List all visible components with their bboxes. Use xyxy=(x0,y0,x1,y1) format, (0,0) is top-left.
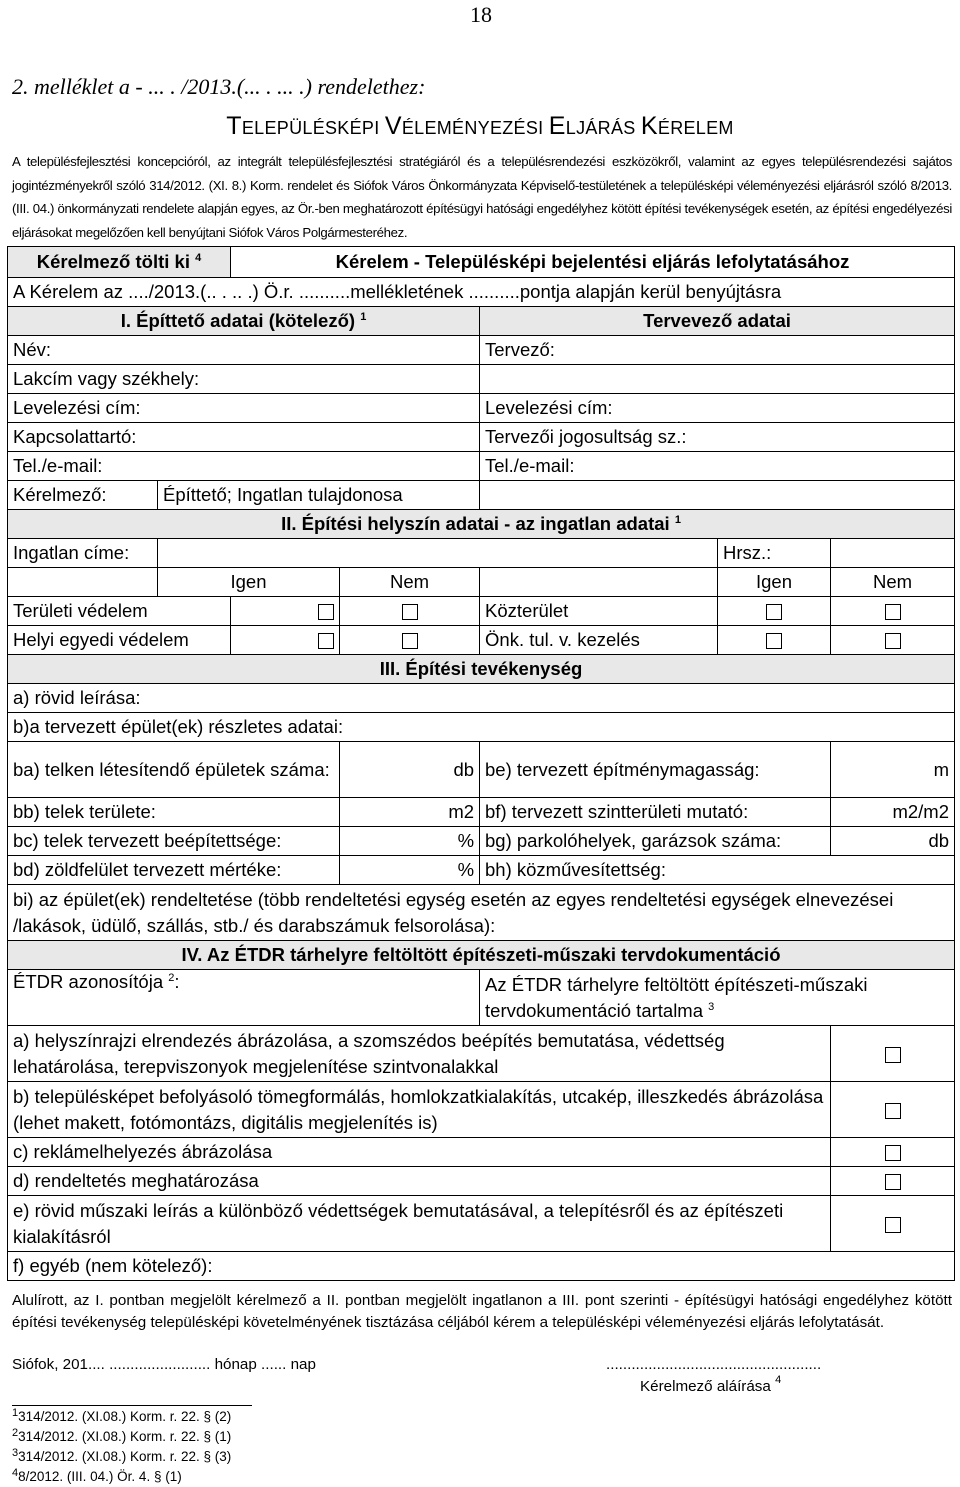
annex-heading: 2. melléklet a - ... . /2013.(... . ... .) rendelethez: xyxy=(12,74,426,99)
local-protection-yes-checkbox[interactable] xyxy=(318,633,334,649)
parking-unit[interactable]: db xyxy=(831,827,955,856)
public-area-no-cell xyxy=(831,597,955,626)
building-details-heading: b)a tervezett épület(ek) részletes adatai: xyxy=(8,713,955,742)
footnote-divider xyxy=(12,1405,252,1406)
yes-no-blank xyxy=(8,568,158,597)
building-count-label: ba) telken létesítendő épületek száma: xyxy=(8,742,340,798)
public-area-label: Közterület xyxy=(480,597,718,626)
area-protection-yes-checkbox[interactable] xyxy=(318,604,334,620)
doc-item-b-label: b) településképet befolyásoló tömegformálás, homlokzatkialakítás, utcakép, illeszkedés ábrázolása (lehet makett, fotómontázs, digitális megjelenítés is) xyxy=(8,1082,831,1138)
doc-item-e-checkbox[interactable] xyxy=(885,1217,901,1233)
builder-section-title: I. Építtető adatai (kötelező) $^1$ xyxy=(8,307,480,336)
short-description-field[interactable]: a) rövid leírása: xyxy=(8,684,955,713)
hrsz-input[interactable] xyxy=(831,539,955,568)
local-protection-yes-cell xyxy=(231,626,340,655)
local-protection-no-cell xyxy=(340,626,480,655)
doc-item-d-label: d) rendeltetés meghatározása xyxy=(8,1167,831,1196)
designer-blank-cell xyxy=(480,481,955,510)
request-form xyxy=(7,246,955,1281)
page-number: 18 xyxy=(470,2,492,27)
doc-item-b-cell xyxy=(831,1082,955,1138)
doc-item-f-field[interactable]: f) egyéb (nem kötelező): xyxy=(8,1252,955,1281)
signature-line[interactable]: ................................................... xyxy=(606,1356,822,1373)
designer-empty-field[interactable] xyxy=(480,365,955,394)
designer-field[interactable]: Tervező: xyxy=(480,336,955,365)
municipal-label: Önk. tul. v. kezelés xyxy=(480,626,718,655)
document-title: TELEPÜLÉSKÉPI VÉLEMÉNYEZÉSI ELJÁRÁS KÉRELEM xyxy=(226,112,734,140)
area-protection-yes-cell xyxy=(231,597,340,626)
applicant-value[interactable]: Építtető; Ingatlan tulajdonosa xyxy=(158,481,480,510)
green-area-label: bd) zöldfelület tervezett mértéke: xyxy=(8,856,340,885)
area-protection-no-checkbox[interactable] xyxy=(402,604,418,620)
building-height-unit[interactable]: m xyxy=(831,742,955,798)
yes-header-2: Igen xyxy=(718,568,831,597)
etdr-content-heading: Az ÉTDR tárhelyre feltöltött építészeti-műszaki tervdokumentáció tartalma $^3$ xyxy=(480,970,955,1026)
etdr-id-field[interactable]: ÉTDR azonosítója $^2$: xyxy=(8,970,480,1026)
no-header-2: Nem xyxy=(831,568,955,597)
doc-item-c-cell xyxy=(831,1138,955,1167)
footnote-2: $^2$314/2012. (XI.08.) Korm. r. 22. § (1) xyxy=(12,1427,232,1444)
doc-item-c-label: c) reklámelhelyezés ábrázolása xyxy=(8,1138,831,1167)
doc-item-e-label: e) rövid műszaki leírás a különböző védettségek bemutatásával, a telepítésről és az építészeti kialakításról xyxy=(8,1196,831,1252)
designer-tel-field[interactable]: Tel./e-mail: xyxy=(480,452,955,481)
public-area-yes-checkbox[interactable] xyxy=(766,604,782,620)
footnote-1: $^1$314/2012. (XI.08.) Korm. r. 22. § (2) xyxy=(12,1407,232,1424)
doc-item-a-label: a) helyszínrajzi elrendezés ábrázolása, a szomszédos beépítés bemutatása, védettség lehatárolása, terepviszonyok megjelenítése szintvonalakkal xyxy=(8,1026,831,1082)
name-field[interactable]: Név: xyxy=(8,336,480,365)
designer-section-title: Tervevező adatai xyxy=(480,307,955,336)
designer-mail-address-field[interactable]: Levelezési cím: xyxy=(480,394,955,423)
doc-item-c-checkbox[interactable] xyxy=(885,1145,901,1161)
municipal-yes-checkbox[interactable] xyxy=(766,633,782,649)
property-address-label: Ingatlan címe: xyxy=(8,539,158,568)
construction-section-title: III. Építési tevékenység xyxy=(8,655,955,684)
tel-field[interactable]: Tel./e-mail: xyxy=(8,452,480,481)
municipal-no-cell xyxy=(831,626,955,655)
plot-area-label: bb) telek területe: xyxy=(8,798,340,827)
public-area-yes-cell xyxy=(718,597,831,626)
green-area-unit[interactable]: % xyxy=(340,856,480,885)
declaration-statement: Alulírott, az I. pontban megjelölt kérelmező a II. pontban megjelölt ingatlanon a III. pont szerinti - építésügyi hatósági engedélyhez kötött építési tevékenység településképi követelményének tisztázása céljából kérem a településképi véleményezési eljárás lefolytatását. xyxy=(12,1292,952,1331)
building-purpose-field[interactable]: bi) az épület(ek) rendeltetése (több rendeltetési egység esetén az egyes rendeltetési egységek elnevezései /lakások, üdülő, szállás, stb./ és darabszámuk felsorolása): xyxy=(8,885,955,941)
municipal-no-checkbox[interactable] xyxy=(885,633,901,649)
place-date-line[interactable]: Siófok, 201.... ........................ hónap ...... nap xyxy=(12,1356,316,1373)
plot-area-unit[interactable]: m2 xyxy=(340,798,480,827)
public-area-no-checkbox[interactable] xyxy=(885,604,901,620)
intro-paragraph: A településfejlesztési koncepcióról, az integrált településfejlesztési stratégiáról és a településrendezési eszközökről, valamint az egyes településrendezési sajátos jogintézményekről szóló 314/2012. (XI. 8.) Korm. rendelet és Siófok Város Önkormányzata Képviselő-testületének a településképi véleményezési eljárásról szóló 8/2013. (III. 04.) önkormányzati rendelete alapján egyes, az Ör.-ben meghatározott építésügyi hatósági engedélyhez kötött építési tevékenységek esetén, az építési engedélyezési eljárásokat megelőzően kell benyújtani Siófok Város Polgármesteréhez. xyxy=(12,154,952,240)
doc-item-d-cell xyxy=(831,1167,955,1196)
doc-item-e-cell xyxy=(831,1196,955,1252)
doc-item-b-checkbox[interactable] xyxy=(885,1103,901,1119)
yes-no-blank-2 xyxy=(480,568,718,597)
building-height-label: be) tervezett építménymagasság: xyxy=(480,742,831,798)
local-protection-no-checkbox[interactable] xyxy=(402,633,418,649)
contact-field[interactable]: Kapcsolattartó: xyxy=(8,423,480,452)
no-header: Nem xyxy=(340,568,480,597)
yes-header: Igen xyxy=(158,568,340,597)
building-count-unit[interactable]: db xyxy=(340,742,480,798)
utilities-field[interactable]: bh) közművesítettség: xyxy=(480,856,955,885)
footnote-3: $^3$314/2012. (XI.08.) Korm. r. 22. § (3) xyxy=(12,1447,232,1464)
request-title: Kérelem - Településképi bejelentési eljárás lefolytatásához xyxy=(231,247,955,278)
area-protection-no-cell xyxy=(340,597,480,626)
property-address-input[interactable] xyxy=(158,539,718,568)
parking-label: bg) parkolóhelyek, garázsok száma: xyxy=(480,827,831,856)
applicant-fills-cell: Kérelmező tölti ki $^4$ xyxy=(8,247,231,278)
plot-coverage-label: bc) telek tervezett beépítettsége: xyxy=(8,827,340,856)
hrsz-label: Hrsz.: xyxy=(718,539,831,568)
site-section-title: II. Építési helyszín adatai - az ingatlan adatai $^1$ xyxy=(8,510,955,539)
plot-coverage-unit[interactable]: % xyxy=(340,827,480,856)
signature-label: Kérelmező aláírása $^4$ xyxy=(640,1374,782,1395)
documentation-section-title: IV. Az ÉTDR tárhelyre feltöltött építészeti-műszaki tervdokumentáció xyxy=(8,941,955,970)
address-field[interactable]: Lakcím vagy székhely: xyxy=(8,365,480,394)
designer-license-field[interactable]: Tervezői jogosultság sz.: xyxy=(480,423,955,452)
applicant-label: Kérelmező: xyxy=(8,481,158,510)
footnote-4: $^4$8/2012. (III. 04.) Ör. 4. § (1) xyxy=(12,1467,182,1484)
submission-line[interactable]: A Kérelem az ..../2013.(.. . .. .) Ö.r. ..........mellékletének ..........pontja alapján kerül benyújtásra xyxy=(8,278,955,307)
area-protection-label: Területi védelem xyxy=(8,597,231,626)
floor-area-ratio-label: bf) tervezett szintterületi mutató: xyxy=(480,798,831,827)
local-protection-label: Helyi egyedi védelem xyxy=(8,626,231,655)
mail-address-field[interactable]: Levelezési cím: xyxy=(8,394,480,423)
doc-item-a-checkbox[interactable] xyxy=(885,1047,901,1063)
doc-item-a-cell xyxy=(831,1026,955,1082)
doc-item-d-checkbox[interactable] xyxy=(885,1174,901,1190)
municipal-yes-cell xyxy=(718,626,831,655)
floor-area-ratio-unit[interactable]: m2/m2 xyxy=(831,798,955,827)
